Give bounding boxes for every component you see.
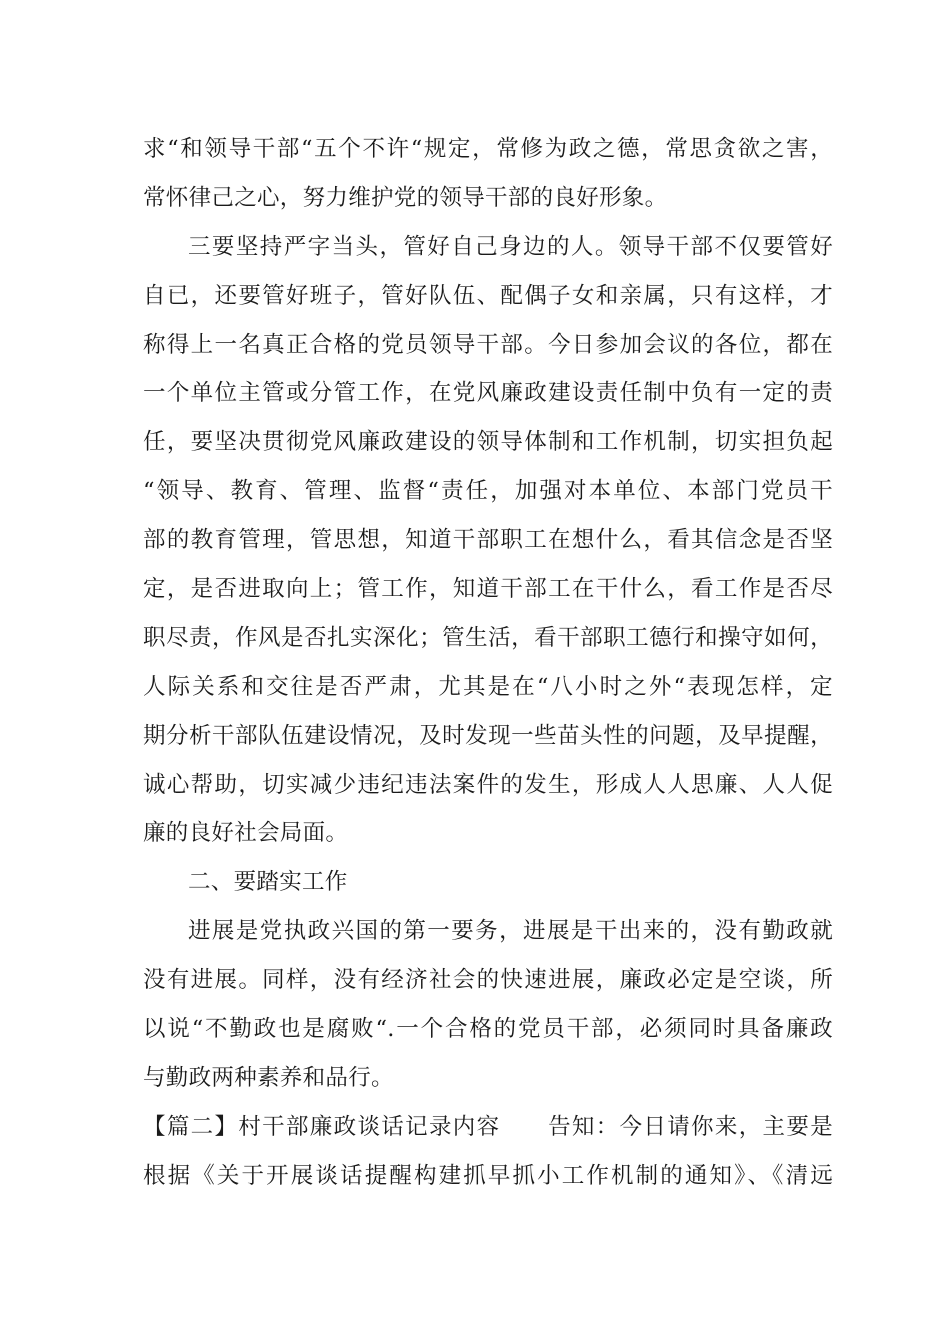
text-line: 人际关系和交往是否严肃，尤其是在“八小时之外“表现怎样，定 bbox=[143, 673, 833, 700]
text-line: 一个单位主管或分管工作，在党风廉政建设责任制中负有一定的责 bbox=[143, 380, 833, 407]
text-line: 【篇二】村干部廉政谈话记录内容 告知：今日请你来，主要是 bbox=[143, 1113, 833, 1140]
text-line: 廉的良好社会局面。 bbox=[143, 820, 349, 847]
text-line: 与勤政两种素养和品行。 bbox=[143, 1064, 394, 1091]
document-body bbox=[143, 125, 833, 1201]
text-line: 根据《关于开展谈话提醒构建抓早抓小工作机制的通知》、《清远 bbox=[143, 1162, 833, 1189]
text-line: 求“和领导干部“五个不许“规定，常修为政之德，常思贪欲之害， bbox=[143, 136, 833, 162]
text-line: 常怀律己之心，努力维护党的领导干部的良好形象。 bbox=[143, 184, 668, 211]
text-line: 任，要坚决贯彻党风廉政建设的领导体制和工作机制，切实担负起 bbox=[143, 429, 833, 456]
text-line: 部的教育管理，管思想，知道干部职工在想什么，看其信念是否坚 bbox=[143, 527, 833, 554]
text-line: 称得上一名真正合格的党员领导干部。今日参加会议的各位，都在 bbox=[143, 331, 833, 358]
text-line: 职尽责，作风是否扎实深化；管生活，看干部职工德行和操守如何， bbox=[143, 624, 833, 651]
text-line: 自已，还要管好班子，管好队伍、配偶子女和亲属，只有这样，才 bbox=[143, 282, 833, 309]
section-heading: 二、要踏实工作 bbox=[188, 869, 348, 896]
text-line: 定，是否进取向上；管工作，知道干部工在干什么，看工作是否尽 bbox=[143, 576, 833, 603]
text-line: 没有进展。同样，没有经济社会的快速进展，廉政必定是空谈，所 bbox=[143, 967, 833, 994]
text-line: 三要坚持严字当头，管好自己身边的人。领导干部不仅要管好 bbox=[188, 233, 833, 260]
text-line: 进展是党执政兴国的第一要务，进展是干出来的，没有勤政就 bbox=[188, 918, 833, 945]
text-line: 期分析干部队伍建设情况，及时发现一些苗头性的问题，及早提醒， bbox=[143, 722, 833, 749]
text-line: 以说“不勤政也是腐败“.一个合格的党员干部，必须同时具备廉政 bbox=[143, 1016, 833, 1043]
text-line: 诚心帮助，切实减少违纪违法案件的发生，形成人人思廉、人人促 bbox=[143, 771, 833, 798]
text-line: “领导、教育、管理、监督“责任，加强对本单位、本部门党员干 bbox=[143, 478, 833, 505]
